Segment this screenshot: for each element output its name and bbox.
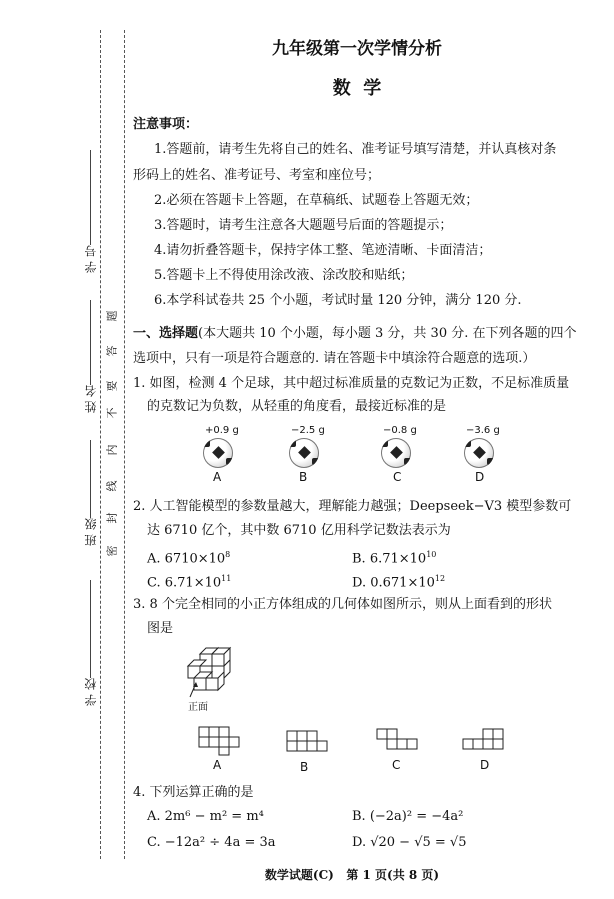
q2-option-a-text: A. 6710×10 [147, 551, 226, 567]
school-line [90, 580, 91, 678]
q1-stem-2: 的克数记为负数，从轻重的角度看，最接近标准的是 [147, 399, 447, 414]
q4-stem: 4. 下列运算正确的是 [133, 785, 254, 800]
soccer-ball-d-icon [464, 438, 494, 468]
name-line [90, 300, 91, 385]
q2-option-d-exp: 12 [434, 574, 446, 583]
notice-item: 3.答题时，请考生注意各大题题号后面的答题提示； [154, 218, 453, 233]
q2-option-b [352, 546, 436, 567]
q2-option-a [147, 546, 230, 567]
subject-title: 数 学 [332, 78, 382, 99]
section-1-heading: 一、选择题 [133, 326, 199, 341]
ball-weight-d: −3.6 g [466, 425, 500, 436]
seal-char: 线 [105, 480, 119, 492]
notice-heading: 注意事项： [133, 117, 199, 132]
notice-item: 4.请勿折叠答题卡，保持字体工整、笔迹清晰、卡面清洁； [154, 243, 492, 258]
seal-char: 题 [105, 310, 119, 322]
q2-option-a-exp: 8 [225, 550, 231, 559]
q2-option-d [352, 570, 445, 591]
student-no-label: 学 号 [84, 245, 98, 273]
option-d-label: D [475, 470, 485, 484]
q1-stem: 1. 如图，检测 4 个足球，其中超过标准质量的克数记为正数，不足标准质量 [133, 376, 570, 391]
front-arrow-icon [186, 680, 200, 698]
page-footer: 数学试题(C) 第 1 页(共 8 页) [264, 868, 440, 882]
q2-option-b-text: B. 6.71×10 [352, 551, 427, 567]
q2-stem: 2. 人工智能模型的参数量越大，理解能力越强；Deepseek−V3 模型参数可 [133, 499, 572, 514]
q2-stem-2: 达 6710 亿个，其中数 6710 亿用科学记数法表示为 [147, 523, 451, 538]
ball-weight-b: −2.5 g [291, 425, 325, 436]
q3-option-b: B [300, 760, 309, 774]
q4-option-a: A. 2m⁶ − m² = m⁴ [147, 809, 264, 824]
q3-option-a: A [213, 758, 222, 772]
seal-char: 答 [105, 345, 119, 357]
seal-char: 密 [105, 545, 119, 557]
q3-option-d: D [480, 758, 490, 772]
notice-item: 5.答题卡上不得使用涂改液、涂改胶和贴纸； [154, 268, 414, 283]
option-c-label: C [393, 470, 402, 484]
q3-option-b-figure [286, 730, 328, 756]
soccer-ball-a-icon [203, 438, 233, 468]
class-line [90, 440, 91, 518]
class-label: 班 级 [84, 518, 98, 546]
front-view-label: 正面 [188, 702, 208, 713]
q2-option-c-exp: 11 [221, 574, 232, 583]
q3-stem: 3. 8 个完全相同的小正方体组成的几何体如图所示，则从上面看到的形状 [133, 597, 552, 612]
binding-dashed-line-right [124, 30, 125, 859]
q4-option-b: B. (−2a)² = −4a² [352, 809, 464, 824]
q4-option-d: D. √20 − √5 = √5 [352, 835, 467, 850]
notice-item: 2.必须在答题卡上答题，在草稿纸、试题卷上答题无效； [154, 193, 479, 208]
q2-option-b-exp: 10 [426, 550, 437, 559]
student-no-line [90, 150, 91, 245]
seal-char: 要 [105, 380, 119, 392]
q3-option-d-figure [462, 728, 506, 754]
q3-option-c-figure [376, 728, 420, 754]
q2-option-c-text: C. 6.71×10 [147, 575, 222, 591]
soccer-ball-b-icon [289, 438, 319, 468]
notice-item: 6.本学科试卷共 25 个小题，考试时量 120 分钟，满分 120 分. [154, 293, 522, 308]
seal-char: 内 [105, 444, 119, 456]
name-label: 姓 名 [84, 385, 98, 413]
exam-title: 九年级第一次学情分析 [272, 39, 442, 59]
q3-option-c: C [392, 758, 401, 772]
option-b-label: B [299, 470, 308, 484]
section-1-desc-2: 选项中，只有一项是符合题意的. 请在答题卡中填涂符合题意的选项.） [133, 351, 536, 366]
school-label: 学 校 [84, 678, 98, 706]
ball-weight-c: −0.8 g [383, 425, 417, 436]
ball-weight-a: +0.9 g [205, 425, 239, 436]
option-a-label: A [213, 470, 222, 484]
q3-option-a-figure [198, 726, 240, 756]
section-1-desc: (本大题共 10 个小题，每小题 3 分，共 30 分. 在下列各题的四个 [198, 326, 577, 341]
seal-char: 不 [105, 407, 119, 419]
notice-item: 1.答题前，请考生先将自己的姓名、准考证号填写清楚，并认真核对条 [154, 142, 557, 157]
q4-option-c: C. −12a² ÷ 4a = 3a [147, 835, 276, 850]
notice-item: 形码上的姓名、准考证号、考室和座位号； [133, 168, 381, 183]
section-1-header [133, 325, 577, 342]
q3-stem-2: 图是 [147, 621, 174, 636]
binding-dashed-line-left [100, 30, 101, 859]
q2-option-d-text: D. 0.671×10 [352, 575, 435, 591]
q2-option-c [147, 570, 231, 591]
seal-char: 封 [105, 512, 119, 524]
soccer-ball-c-icon [381, 438, 411, 468]
